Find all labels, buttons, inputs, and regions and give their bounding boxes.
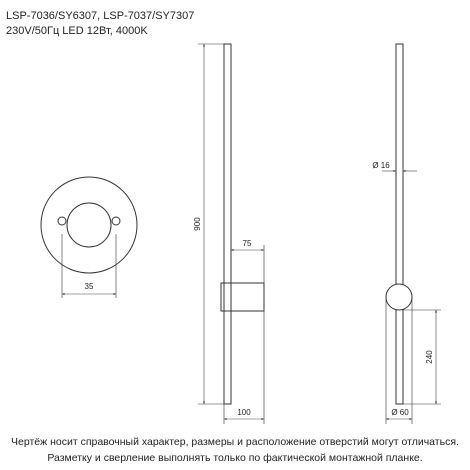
lamp-tube-side: [224, 44, 231, 404]
offset-dimension: 75: [242, 239, 252, 248]
base-diameter-dimension: Ø 60: [391, 408, 409, 417]
side-view: [198, 44, 264, 424]
mounting-plate-outline: [41, 177, 137, 273]
wall-bracket-side: [221, 283, 264, 311]
mounting-plate-view: [41, 177, 137, 298]
front-view: [382, 44, 441, 424]
installation-note: Разметку и сверление выполнять только по фактической монтажной планке.: [47, 452, 423, 464]
width-dimension: 100: [237, 408, 251, 417]
mount-hole-left: [58, 217, 66, 225]
model-numbers: LSP-7036/SY6307, LSP-7037/SY7307: [6, 10, 195, 22]
lower-height-dimension: 240: [425, 350, 434, 364]
electrical-specs: 230V/50Гц LED 12Вт, 4000K: [6, 25, 148, 37]
height-dimension: 900: [193, 217, 202, 231]
mount-holes-dimension: 35: [84, 282, 94, 291]
mount-hole-right: [112, 217, 120, 225]
lamp-tube-front: [396, 44, 403, 404]
round-base-front: [386, 284, 412, 310]
center-opening: [67, 203, 111, 247]
disclaimer-note: Чертёж носит справочный характер, размеры и расположение отверстий могут отличаться.: [11, 436, 459, 448]
tube-diameter-dimension: Ø 16: [372, 161, 390, 170]
